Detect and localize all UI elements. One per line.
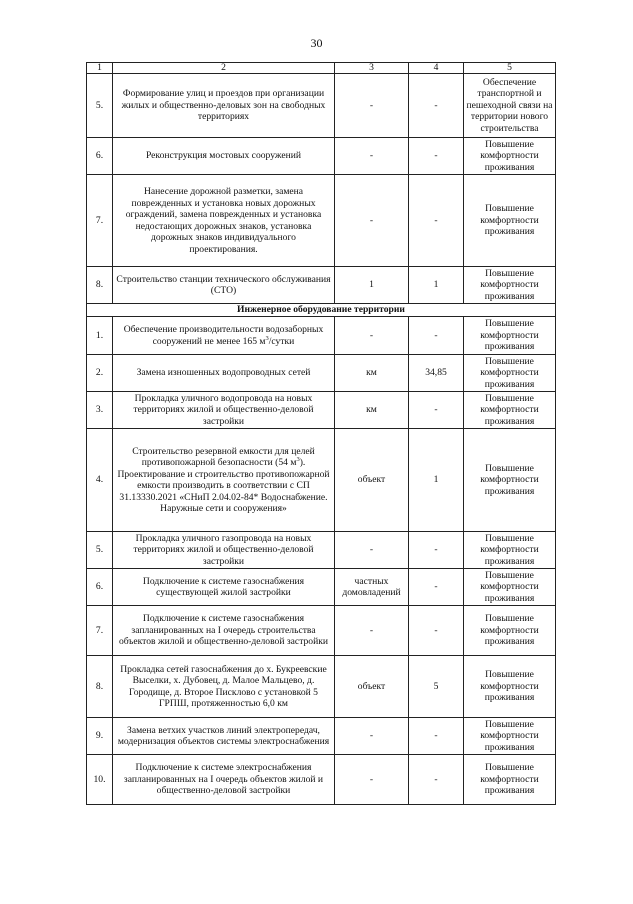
- purpose-cell: Повышение комфортности проживания: [464, 429, 556, 532]
- measure-name-text: Обеспечение производительности водозаборных сооружений не менее 165 м: [123, 324, 324, 347]
- unit-cell: -: [335, 755, 409, 805]
- table-row: [87, 138, 556, 175]
- table-row: [87, 392, 556, 429]
- value-cell: -: [409, 317, 464, 355]
- purpose-cell: Повышение комфортности проживания: [464, 267, 556, 304]
- purpose-cell: Повышение комфортности проживания: [464, 138, 556, 175]
- measure-name: Прокладка уличного водопровода на новых территориях жилой и общественно-деловой застройки: [113, 392, 335, 429]
- header-cell: 3: [335, 63, 409, 74]
- unit-cell: частных домовладений: [335, 569, 409, 606]
- unit-cell: -: [335, 175, 409, 267]
- value-cell: -: [409, 175, 464, 267]
- value-cell: 1: [409, 267, 464, 304]
- unit-cell: км: [335, 355, 409, 392]
- measure-name: Нанесение дорожной разметки, замена поврежденных и установка новых дорожных ограждений, замена поврежденных и установка недостающих дорожных знаков, установка дорожных знаков индивидуального проектирования.: [113, 175, 335, 267]
- value-cell: 1: [409, 429, 464, 532]
- value-cell: -: [409, 755, 464, 805]
- measure-name-text: ). Проектирование и строительство противопожарной емкости производить в соответствии с СП 31.13330.2021 «СНиП 2.04.02-84* Водоснабжение. Наружные сети и сооружения»: [117, 457, 330, 514]
- table-row: [87, 755, 556, 805]
- measure-name: [113, 429, 335, 532]
- purpose-cell: Повышение комфортности проживания: [464, 532, 556, 569]
- table-row: [87, 569, 556, 606]
- table-row: [87, 175, 556, 267]
- row-number: 1.: [87, 317, 113, 355]
- unit-cell: -: [335, 138, 409, 175]
- measure-name: Формирование улиц и проездов при организации жилых и общественно-деловых зон на свободных территориях: [113, 74, 335, 138]
- purpose-cell: Повышение комфортности проживания: [464, 392, 556, 429]
- table-row: [87, 267, 556, 304]
- table-row: [87, 532, 556, 569]
- measure-name-text: Строительство резервной емкости для целей противопожарной безопасности (54 м: [132, 445, 315, 468]
- value-cell: 5: [409, 656, 464, 718]
- row-number: 8.: [87, 267, 113, 304]
- purpose-cell: Повышение комфортности проживания: [464, 175, 556, 267]
- value-cell: -: [409, 606, 464, 656]
- row-number: 4.: [87, 429, 113, 532]
- table-header-row: [87, 63, 556, 74]
- unit-cell: -: [335, 606, 409, 656]
- value-cell: -: [409, 569, 464, 606]
- page-number: 30: [310, 36, 323, 50]
- measure-name: Замена ветхих участков линий электропередач, модернизация объектов системы электроснабжения: [113, 718, 335, 755]
- purpose-cell: Повышение комфортности проживания: [464, 569, 556, 606]
- section-title: Инженерное оборудование территории: [87, 304, 556, 317]
- row-number: 10.: [87, 755, 113, 805]
- table-row: [87, 656, 556, 718]
- table-row: [87, 606, 556, 656]
- measure-name: Замена изношенных водопроводных сетей: [113, 355, 335, 392]
- purpose-cell: Повышение комфортности проживания: [464, 317, 556, 355]
- purpose-cell: Повышение комфортности проживания: [464, 656, 556, 718]
- row-number: 2.: [87, 355, 113, 392]
- unit-cell: -: [335, 532, 409, 569]
- header-cell: 5: [464, 63, 556, 74]
- measure-name: Реконструкция мостовых сооружений: [113, 138, 335, 175]
- row-number: 5.: [87, 74, 113, 138]
- measure-name: Прокладка уличного газопровода на новых территориях жилой и общественно-деловой застройки: [113, 532, 335, 569]
- row-number: 6.: [87, 569, 113, 606]
- superscript: 3: [265, 334, 269, 342]
- measures-table: [86, 62, 556, 805]
- purpose-cell: Повышение комфортности проживания: [464, 755, 556, 805]
- measure-name: Прокладка сетей газоснабжения до х. Букреевские Выселки, х. Дубовец, д. Малое Мальцево, д. Городище, д. Второе Пискловo с установкой 5 ГРПШ, протяженностью 6,0 км: [113, 656, 335, 718]
- superscript: 3: [296, 455, 300, 463]
- header-cell: 4: [409, 63, 464, 74]
- table-row: [87, 718, 556, 755]
- measure-name: Подключение к системе газоснабжения существующей жилой застройки: [113, 569, 335, 606]
- value-cell: -: [409, 74, 464, 138]
- header-cell: 1: [87, 63, 113, 74]
- unit-cell: объект: [335, 656, 409, 718]
- unit-cell: -: [335, 718, 409, 755]
- unit-cell: -: [335, 317, 409, 355]
- value-cell: 34,85: [409, 355, 464, 392]
- row-number: 8.: [87, 656, 113, 718]
- value-cell: -: [409, 532, 464, 569]
- row-number: 7.: [87, 606, 113, 656]
- purpose-cell: Повышение комфортности проживания: [464, 355, 556, 392]
- measure-name: Строительство станции технического обслуживания (СТО): [113, 267, 335, 304]
- measure-name-text: /сутки: [268, 335, 295, 347]
- table-row: [87, 317, 556, 355]
- row-number: 9.: [87, 718, 113, 755]
- table-row: [87, 74, 556, 138]
- section-row: [87, 304, 556, 317]
- unit-cell: объект: [335, 429, 409, 532]
- table-row: [87, 355, 556, 392]
- value-cell: -: [409, 138, 464, 175]
- unit-cell: -: [335, 74, 409, 138]
- measure-name: [113, 317, 335, 355]
- value-cell: -: [409, 392, 464, 429]
- value-cell: -: [409, 718, 464, 755]
- header-cell: 2: [113, 63, 335, 74]
- table-row: [87, 429, 556, 532]
- row-number: 5.: [87, 532, 113, 569]
- purpose-cell: Повышение комфортности проживания: [464, 606, 556, 656]
- unit-cell: 1: [335, 267, 409, 304]
- row-number: 3.: [87, 392, 113, 429]
- measure-name: Подключение к системе газоснабжения запланированных на I очередь строительства объектов жилой и общественно-деловой застройки: [113, 606, 335, 656]
- unit-cell: км: [335, 392, 409, 429]
- row-number: 7.: [87, 175, 113, 267]
- purpose-cell: Повышение комфортности проживания: [464, 718, 556, 755]
- purpose-cell: Обеспечение транспортной и пешеходной связи на территории нового строительства: [464, 74, 556, 138]
- row-number: 6.: [87, 138, 113, 175]
- measure-name: Подключение к системе электроснабжения запланированных на I очередь объектов жилой и общественно-деловой застройки: [113, 755, 335, 805]
